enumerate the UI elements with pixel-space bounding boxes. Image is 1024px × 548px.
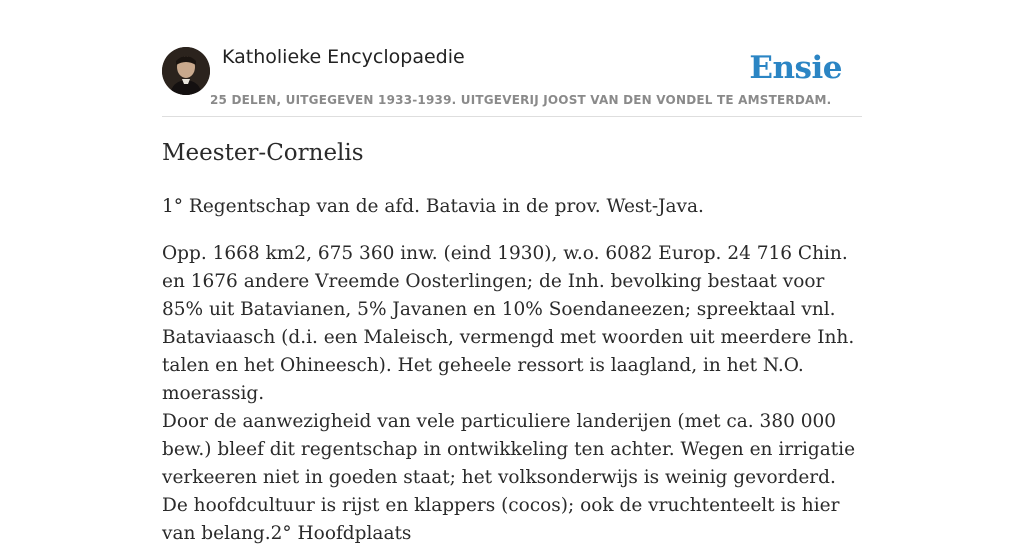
brand-logo[interactable]: Ensie — [749, 50, 842, 86]
author-portrait-avatar[interactable] — [162, 47, 210, 95]
page — [162, 0, 862, 544]
site-title[interactable]: Katholieke Encyclopaedie — [222, 46, 465, 68]
header — [162, 0, 862, 117]
article-paragraph: 1° Regentschap van de afd. Batavia in de prov. West-Java. — [162, 196, 704, 217]
article-title: Meester-Cornelis — [162, 140, 364, 166]
article-paragraph: Opp. 1668 km2, 675 360 inw. (eind 1930), w.o. 6082 Europ. 24 716 Chin. en 1676 andere Vreemde Oosterlingen; de Inh. bevolking bestaat voor 85% uit Batavianen, 5% Javanen en 10% Soendaneezen; spreektaal vnl. Bataviaasch (d.i. een Maleisch, vermengd met woorden uit meerdere Inh. talen en het Ohineesch). Het geheele ressort is laagland, in het N.O. moerassig. — [162, 243, 855, 404]
portrait-icon — [162, 47, 210, 95]
publication-subtitle: 25 DELEN, UITGEGEVEN 1933-1939. UITGEVERIJ JOOST VAN DEN VONDEL TE AMSTERDAM. — [210, 93, 832, 107]
article-paragraph: Door de aanwezigheid van vele particuliere landerijen (met ca. 380 000 bew.) bleef dit regentschap in ontwikkeling ten achter. Wegen en irrigatie verkeeren niet in goeden staat; het volksonderwijs is weinig gevorderd. De hoofdcultuur is rijst en klappers (cocos); ook de vruchtenteelt is hier van belang.2° Hoofdplaats — [162, 411, 856, 544]
